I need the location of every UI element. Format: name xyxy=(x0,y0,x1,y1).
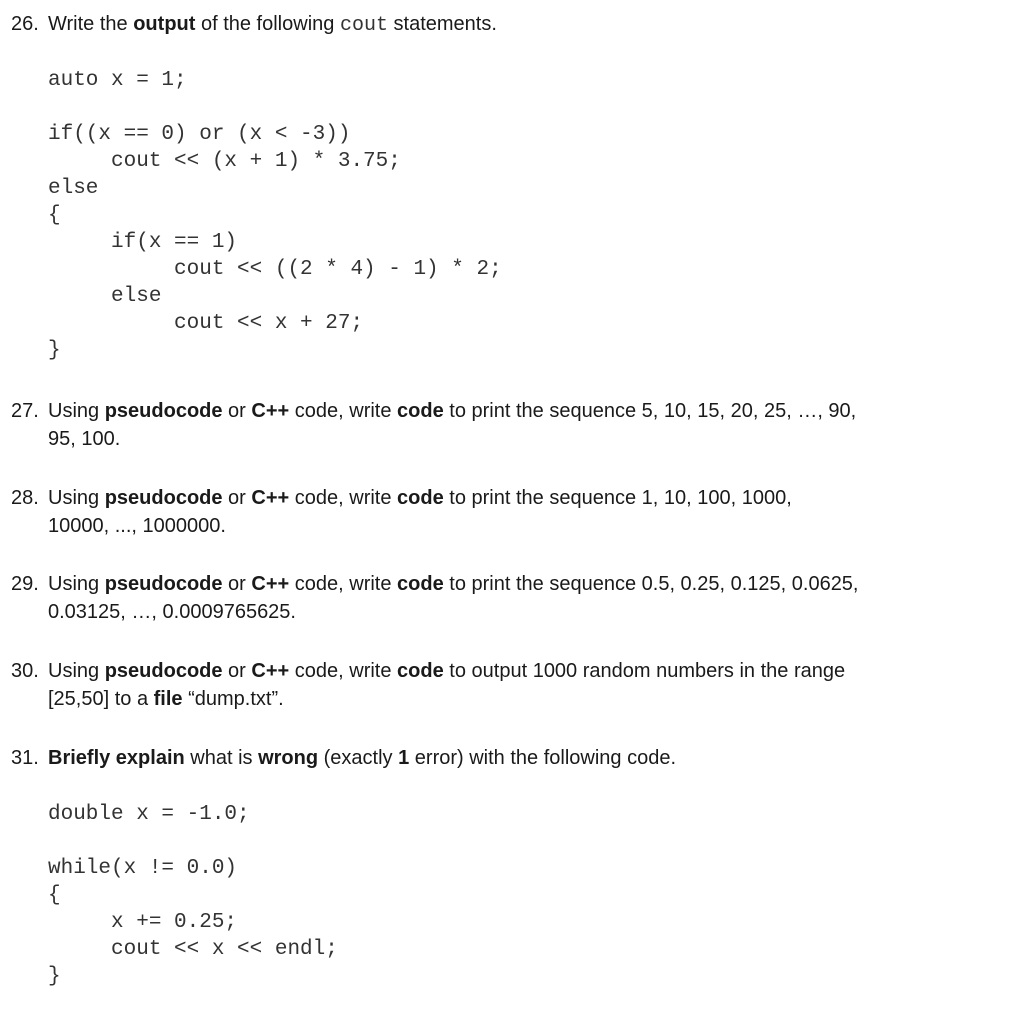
question-number: 30. xyxy=(11,660,39,682)
question-31 xyxy=(11,744,951,772)
question-text-continued xyxy=(11,685,951,713)
code-line: else xyxy=(48,285,162,308)
question-text: or xyxy=(222,660,252,682)
question-text: statements. xyxy=(387,13,497,35)
emphasis: file xyxy=(153,688,183,710)
question-text: of the following xyxy=(195,13,340,35)
emphasis: wrong xyxy=(258,747,319,769)
question-30 xyxy=(11,657,951,713)
code-line: if((x == 0) or (x < -3)) xyxy=(48,123,351,146)
code-line: } xyxy=(48,339,61,362)
code-line: cout << ((2 * 4) - 1) * 2; xyxy=(48,258,502,281)
question-text: what is xyxy=(184,747,259,769)
emphasis: pseudocode xyxy=(104,487,223,509)
code-line: if(x == 1) xyxy=(48,231,238,254)
inline-code: cout xyxy=(339,14,388,37)
question-number: 29. xyxy=(11,573,39,595)
question-text: to print the sequence 0.5, 0.25, 0.125, 0.0625, xyxy=(443,573,859,595)
question-text: error) with the following code. xyxy=(409,747,677,769)
question-number: 26. xyxy=(11,13,39,35)
question-text: code, write xyxy=(289,573,398,595)
question-29 xyxy=(11,570,951,626)
question-text: code, write xyxy=(289,400,398,422)
question-text: or xyxy=(222,573,252,595)
code-line: cout << x + 27; xyxy=(48,312,364,335)
emphasis: C++ xyxy=(251,573,290,595)
emphasis: output xyxy=(133,13,196,35)
question-27 xyxy=(11,397,951,453)
code-line: cout << (x + 1) * 3.75; xyxy=(48,150,401,173)
emphasis: C++ xyxy=(251,400,290,422)
code-line: double x = -1.0; xyxy=(48,803,250,826)
question-number: 28. xyxy=(11,487,39,509)
emphasis: pseudocode xyxy=(104,400,223,422)
question-number: 31. xyxy=(11,747,39,769)
question-text: Using xyxy=(48,660,105,682)
question-text: Using xyxy=(48,400,105,422)
question-26 xyxy=(11,10,951,40)
emphasis: C++ xyxy=(251,660,290,682)
question-text-continued: 95, 100. xyxy=(48,428,121,450)
question-text: code, write xyxy=(289,660,398,682)
emphasis: code xyxy=(397,660,444,682)
code-line: auto x = 1; xyxy=(48,69,187,92)
question-text: or xyxy=(222,487,252,509)
question-text: to print the sequence 5, 10, 15, 20, 25, …, 90, xyxy=(443,400,857,422)
emphasis: code xyxy=(397,487,444,509)
emphasis: 1 xyxy=(398,747,410,769)
code-line xyxy=(48,828,338,855)
code-line: else xyxy=(48,177,99,200)
question-text: to print the sequence 1, 10, 100, 1000, xyxy=(443,487,792,509)
code-line: { xyxy=(48,884,61,907)
question-text: Using xyxy=(48,573,105,595)
question-text: [25,50] to a xyxy=(48,688,154,710)
question-text: to output 1000 random numbers in the range xyxy=(443,660,846,682)
code-line: { xyxy=(48,204,61,227)
emphasis: pseudocode xyxy=(104,660,223,682)
emphasis: pseudocode xyxy=(104,573,223,595)
emphasis: code xyxy=(397,400,444,422)
question-text: Using xyxy=(48,487,105,509)
code-line: while(x != 0.0) xyxy=(48,857,238,880)
code-line: x += 0.25; xyxy=(48,911,238,934)
question-text: code, write xyxy=(289,487,398,509)
emphasis: code xyxy=(397,573,444,595)
question-text: (exactly xyxy=(318,747,399,769)
code-block-2 xyxy=(48,801,338,990)
emphasis: Briefly explain xyxy=(48,747,185,769)
question-text: “dump.txt”. xyxy=(182,688,284,710)
question-text-continued: 0.03125, …, 0.0009765625. xyxy=(48,601,296,623)
code-line: cout << x << endl; xyxy=(48,938,338,961)
emphasis: C++ xyxy=(251,487,290,509)
question-number: 27. xyxy=(11,400,39,422)
question-28 xyxy=(11,484,951,540)
code-line: } xyxy=(48,965,61,988)
question-text: Write the xyxy=(48,13,134,35)
code-block-1 xyxy=(48,67,502,364)
question-text-continued: 10000, ..., 1000000. xyxy=(48,515,226,537)
code-line xyxy=(48,94,502,121)
question-text: or xyxy=(222,400,252,422)
